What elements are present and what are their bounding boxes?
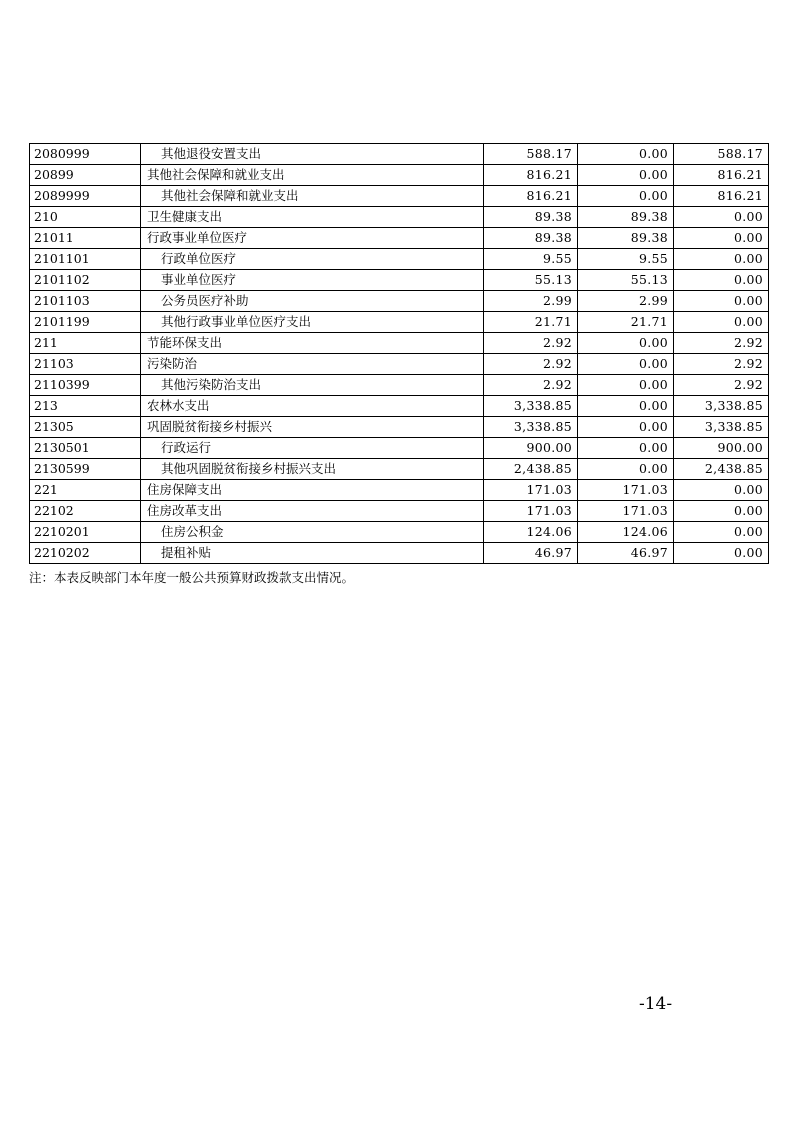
project-expenditure-cell: 3,338.85 <box>674 417 769 438</box>
basic-expenditure-cell: 171.03 <box>578 480 674 501</box>
subject-name-cell: 住房公积金 <box>141 522 484 543</box>
basic-expenditure-cell: 0.00 <box>578 186 674 207</box>
basic-expenditure-cell: 0.00 <box>578 354 674 375</box>
subject-code-cell: 221 <box>30 480 141 501</box>
project-expenditure-cell: 0.00 <box>674 543 769 564</box>
basic-expenditure-cell: 0.00 <box>578 165 674 186</box>
basic-expenditure-cell: 0.00 <box>578 417 674 438</box>
subject-name-cell: 农林水支出 <box>141 396 484 417</box>
subject-name-cell: 污染防治 <box>141 354 484 375</box>
subject-code-cell: 210 <box>30 207 141 228</box>
basic-expenditure-cell: 89.38 <box>578 207 674 228</box>
subject-name-cell: 住房保障支出 <box>141 480 484 501</box>
subject-name-cell: 卫生健康支出 <box>141 207 484 228</box>
total-amount-cell: 2.92 <box>484 333 578 354</box>
table-row <box>30 249 769 270</box>
project-expenditure-cell: 900.00 <box>674 438 769 459</box>
subject-name-cell: 其他污染防治支出 <box>141 375 484 396</box>
subject-code-cell: 2130599 <box>30 459 141 480</box>
project-expenditure-cell: 588.17 <box>674 144 769 165</box>
table-row <box>30 228 769 249</box>
total-amount-cell: 816.21 <box>484 165 578 186</box>
table-row <box>30 354 769 375</box>
project-expenditure-cell: 2,438.85 <box>674 459 769 480</box>
subject-name-cell: 其他社会保障和就业支出 <box>141 165 484 186</box>
project-expenditure-cell: 2.92 <box>674 333 769 354</box>
table-row <box>30 522 769 543</box>
table-note: 注：本表反映部门本年度一般公共预算财政拨款支出情况。 <box>29 570 355 585</box>
total-amount-cell: 171.03 <box>484 480 578 501</box>
subject-name-cell: 行政单位医疗 <box>141 249 484 270</box>
table-row <box>30 333 769 354</box>
table-row <box>30 207 769 228</box>
total-amount-cell: 2,438.85 <box>484 459 578 480</box>
subject-name-cell: 其他社会保障和就业支出 <box>141 186 484 207</box>
subject-code-cell: 21305 <box>30 417 141 438</box>
subject-name-cell: 节能环保支出 <box>141 333 484 354</box>
subject-name-cell: 其他巩固脱贫衔接乡村振兴支出 <box>141 459 484 480</box>
subject-name-cell: 事业单位医疗 <box>141 270 484 291</box>
page-number: -14- <box>639 994 673 1014</box>
basic-expenditure-cell: 0.00 <box>578 144 674 165</box>
total-amount-cell: 900.00 <box>484 438 578 459</box>
subject-code-cell: 21011 <box>30 228 141 249</box>
basic-expenditure-cell: 55.13 <box>578 270 674 291</box>
subject-name-cell: 巩固脱贫衔接乡村振兴 <box>141 417 484 438</box>
subject-code-cell: 20899 <box>30 165 141 186</box>
total-amount-cell: 588.17 <box>484 144 578 165</box>
table-row <box>30 165 769 186</box>
table-row <box>30 270 769 291</box>
project-expenditure-cell: 2.92 <box>674 354 769 375</box>
subject-name-cell: 提租补贴 <box>141 543 484 564</box>
subject-code-cell: 211 <box>30 333 141 354</box>
total-amount-cell: 46.97 <box>484 543 578 564</box>
table-row <box>30 375 769 396</box>
subject-name-cell: 其他退役安置支出 <box>141 144 484 165</box>
project-expenditure-cell: 0.00 <box>674 501 769 522</box>
table-row <box>30 144 769 165</box>
table-body <box>30 144 769 564</box>
total-amount-cell: 124.06 <box>484 522 578 543</box>
subject-code-cell: 21103 <box>30 354 141 375</box>
project-expenditure-cell: 0.00 <box>674 270 769 291</box>
subject-code-cell: 22102 <box>30 501 141 522</box>
project-expenditure-cell: 0.00 <box>674 207 769 228</box>
basic-expenditure-cell: 0.00 <box>578 333 674 354</box>
project-expenditure-cell: 0.00 <box>674 480 769 501</box>
total-amount-cell: 2.99 <box>484 291 578 312</box>
total-amount-cell: 3,338.85 <box>484 396 578 417</box>
basic-expenditure-cell: 0.00 <box>578 396 674 417</box>
basic-expenditure-cell: 171.03 <box>578 501 674 522</box>
subject-code-cell: 2210201 <box>30 522 141 543</box>
subject-name-cell: 行政事业单位医疗 <box>141 228 484 249</box>
basic-expenditure-cell: 9.55 <box>578 249 674 270</box>
total-amount-cell: 171.03 <box>484 501 578 522</box>
project-expenditure-cell: 0.00 <box>674 522 769 543</box>
project-expenditure-cell: 0.00 <box>674 312 769 333</box>
project-expenditure-cell: 2.92 <box>674 375 769 396</box>
budget-expenditure-table <box>29 143 769 564</box>
total-amount-cell: 816.21 <box>484 186 578 207</box>
subject-code-cell: 2080999 <box>30 144 141 165</box>
basic-expenditure-cell: 21.71 <box>578 312 674 333</box>
table-row <box>30 186 769 207</box>
project-expenditure-cell: 0.00 <box>674 228 769 249</box>
subject-code-cell: 2101102 <box>30 270 141 291</box>
basic-expenditure-cell: 46.97 <box>578 543 674 564</box>
project-expenditure-cell: 3,338.85 <box>674 396 769 417</box>
total-amount-cell: 2.92 <box>484 354 578 375</box>
total-amount-cell: 9.55 <box>484 249 578 270</box>
project-expenditure-cell: 816.21 <box>674 165 769 186</box>
total-amount-cell: 89.38 <box>484 207 578 228</box>
table-row <box>30 396 769 417</box>
table-row <box>30 543 769 564</box>
subject-code-cell: 213 <box>30 396 141 417</box>
subject-code-cell: 2101199 <box>30 312 141 333</box>
subject-code-cell: 2210202 <box>30 543 141 564</box>
subject-code-cell: 2089999 <box>30 186 141 207</box>
subject-code-cell: 2101103 <box>30 291 141 312</box>
table-row <box>30 459 769 480</box>
basic-expenditure-cell: 89.38 <box>578 228 674 249</box>
subject-name-cell: 行政运行 <box>141 438 484 459</box>
total-amount-cell: 89.38 <box>484 228 578 249</box>
table-row <box>30 417 769 438</box>
subject-code-cell: 2101101 <box>30 249 141 270</box>
total-amount-cell: 55.13 <box>484 270 578 291</box>
total-amount-cell: 21.71 <box>484 312 578 333</box>
table-row <box>30 438 769 459</box>
table-row <box>30 501 769 522</box>
table-row <box>30 291 769 312</box>
subject-name-cell: 公务员医疗补助 <box>141 291 484 312</box>
total-amount-cell: 2.92 <box>484 375 578 396</box>
subject-name-cell: 其他行政事业单位医疗支出 <box>141 312 484 333</box>
project-expenditure-cell: 816.21 <box>674 186 769 207</box>
project-expenditure-cell: 0.00 <box>674 249 769 270</box>
basic-expenditure-cell: 0.00 <box>578 459 674 480</box>
total-amount-cell: 3,338.85 <box>484 417 578 438</box>
basic-expenditure-cell: 0.00 <box>578 375 674 396</box>
subject-name-cell: 住房改革支出 <box>141 501 484 522</box>
subject-code-cell: 2110399 <box>30 375 141 396</box>
basic-expenditure-cell: 0.00 <box>578 438 674 459</box>
subject-code-cell: 2130501 <box>30 438 141 459</box>
table-row <box>30 480 769 501</box>
basic-expenditure-cell: 2.99 <box>578 291 674 312</box>
project-expenditure-cell: 0.00 <box>674 291 769 312</box>
basic-expenditure-cell: 124.06 <box>578 522 674 543</box>
table-row <box>30 312 769 333</box>
